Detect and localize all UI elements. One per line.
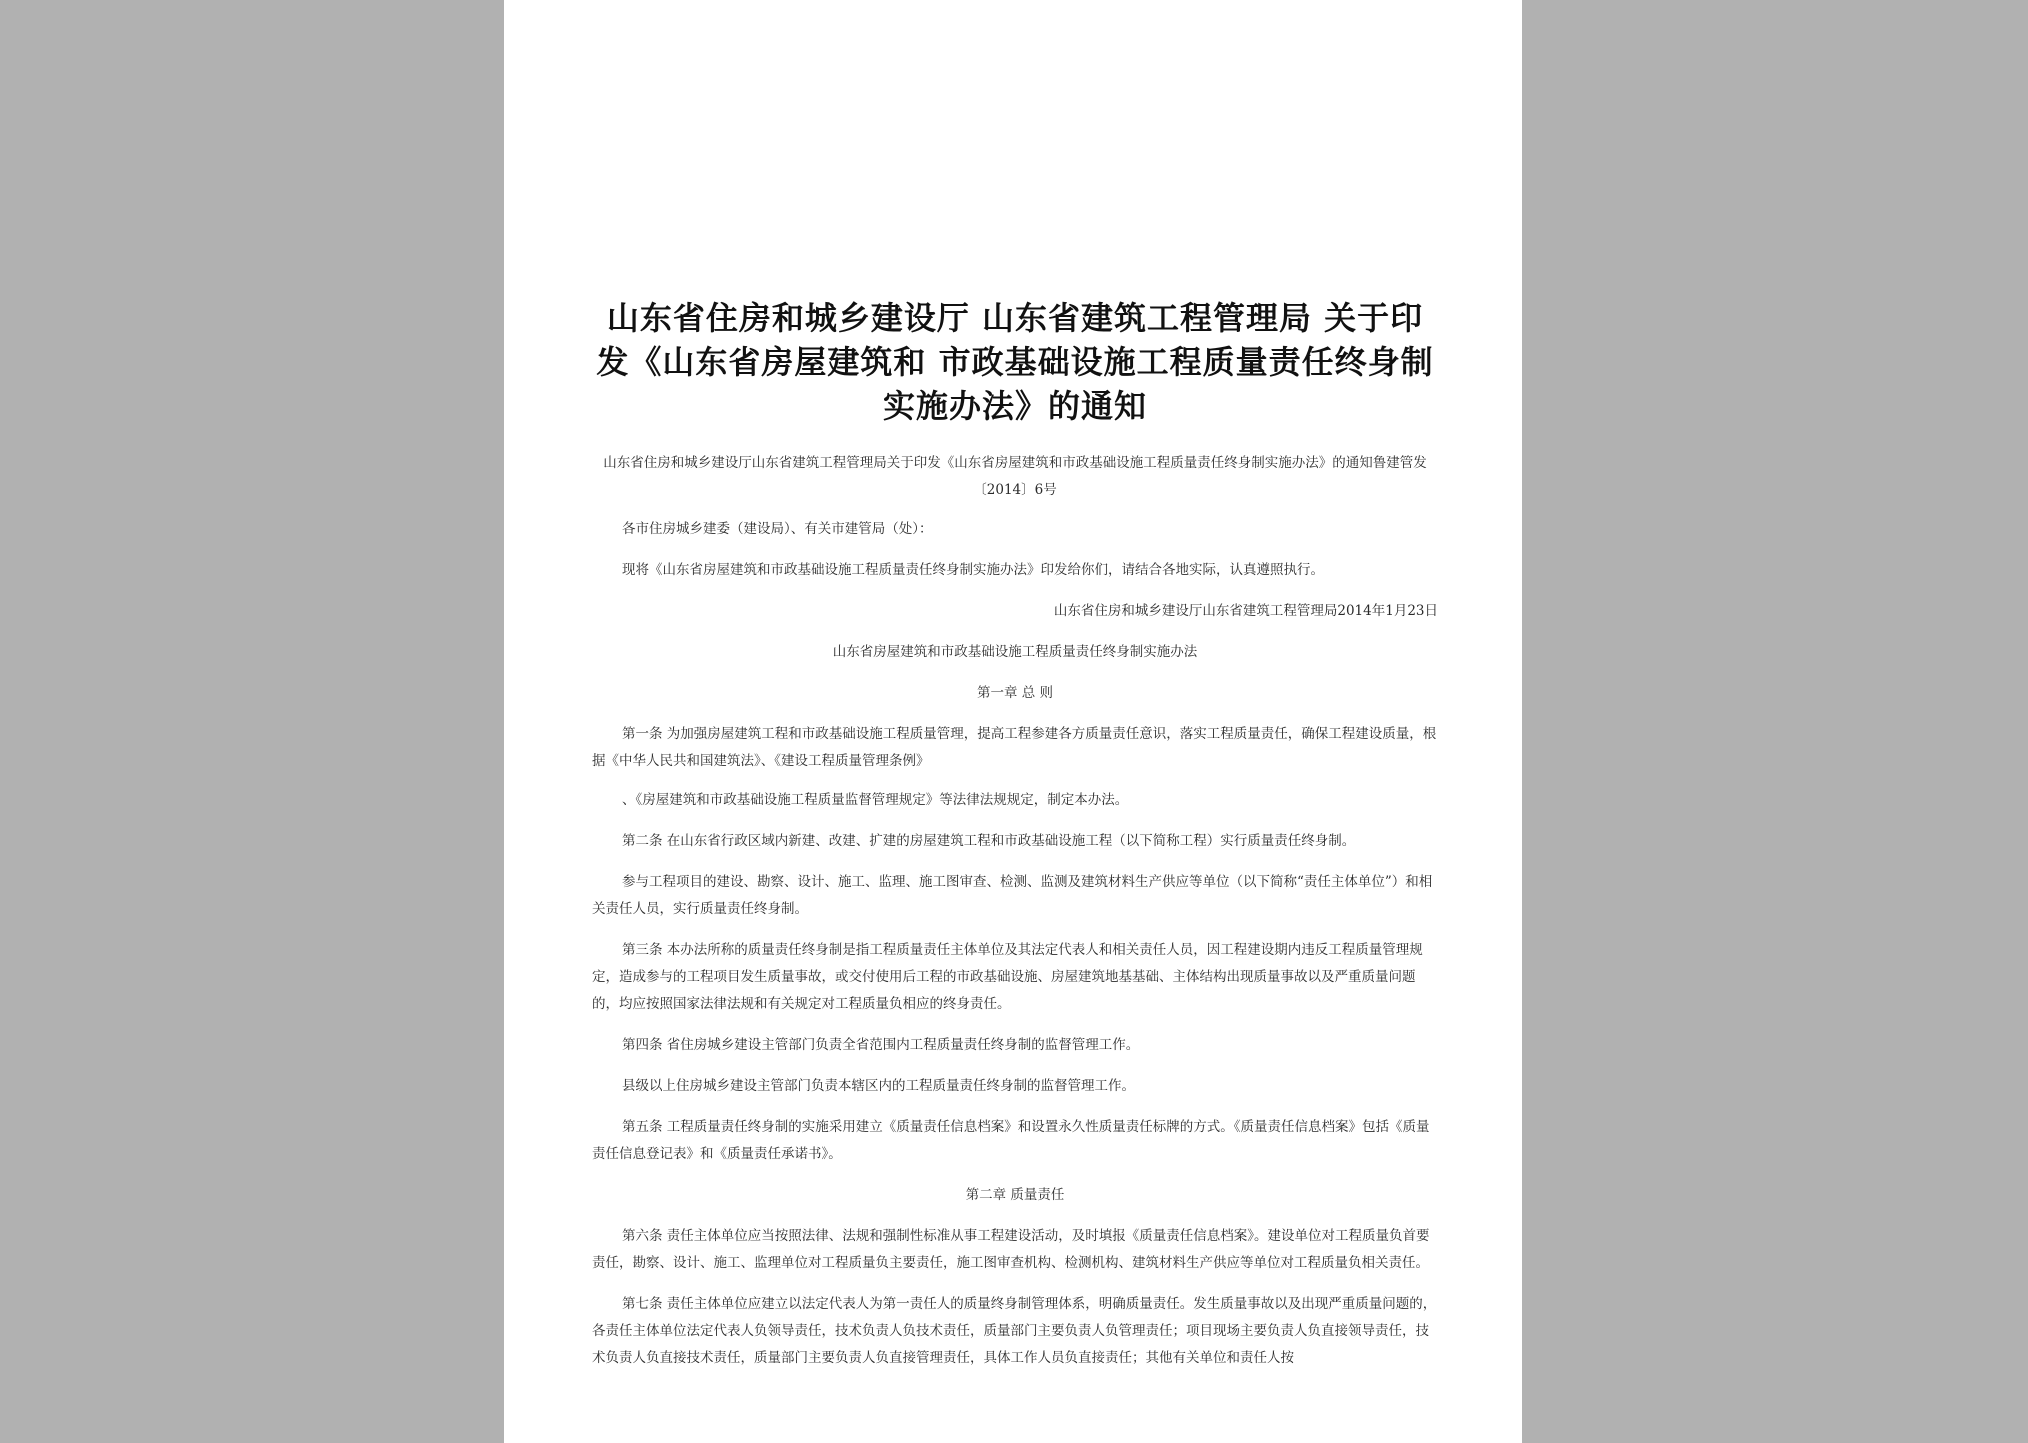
article-5: 第五条 工程质量责任终身制的实施采用建立《质量责任信息档案》和设置永久性质量责任标牌的方式。《质量责任信息档案》包括《质量责任信息登记表》和《质量责任承诺书》。 [592,1119,1430,1162]
article-6: 第六条 责任主体单位应当按照法律、法规和强制性标准从事工程建设活动，及时填报《质量责任信息档案》。建设单位对工程质量负首要责任，勘察、设计、施工、监理单位对工程质量负主要责任，施工图审查机构、检测机构、建筑材料生产供应等单位对工程质量负相关责任。 [592,1228,1430,1271]
document-page [504,0,1522,1443]
intro-paragraph: 现将《山东省房屋建筑和市政基础设施工程质量责任终身制实施办法》印发给你们，请结合各地实际，认真遵照执行。 [622,562,1324,578]
article-4-continued: 县级以上住房城乡建设主管部门负责本辖区内的工程质量责任终身制的监督管理工作。 [622,1078,1135,1094]
document-subtitle: 山东省住房和城乡建设厅山东省建筑工程管理局关于印发《山东省房屋建筑和市政基础设施工程质量责任终身制实施办法》的通知鲁建管发〔2014〕6号 [603,455,1427,498]
article-2-continued: 参与工程项目的建设、勘察、设计、施工、监理、施工图审查、检测、监测及建筑材料生产供应等单位（以下简称“责任主体单位”）和相关责任人员，实行质量责任终身制。 [592,874,1433,917]
page-content [592,296,1438,1386]
article-1-continued: 、《房屋建筑和市政基础设施工程质量监督管理规定》等法律法规规定，制定本办法。 [622,792,1129,808]
chapter-1-heading: 第一章 总 则 [976,685,1054,701]
signature-line: 山东省住房和城乡建设厅山东省建筑工程管理局2014年1月23日 [1053,603,1438,619]
addressee: 各市住房城乡建委（建设局）、有关市建管局（处）： [622,521,933,537]
article-3: 第三条 本办法所称的质量责任终身制是指工程质量责任主体单位及其法定代表人和相关责任人员，因工程建设期内违反工程质量管理规定，造成参与的工程项目发生质量事故，或交付使用后工程的市政基础设施、房屋建筑地基基础、主体结构出现质量事故以及严重质量问题的，均应按照国家法律法规和有关规定对工程质量负相应的终身责任。 [592,942,1423,1012]
document-title: 山东省住房和城乡建设厅 山东省建筑工程管理局 关于印发《山东省房屋建筑和 市政基础设施工程质量责任终身制 实施办法》的通知 [596,299,1434,425]
measures-title: 山东省房屋建筑和市政基础设施工程质量责任终身制实施办法 [832,644,1198,660]
article-2: 第二条 在山东省行政区域内新建、改建、扩建的房屋建筑工程和市政基础设施工程（以下简称工程）实行质量责任终身制。 [622,833,1356,849]
article-1: 第一条 为加强房屋建筑工程和市政基础设施工程质量管理，提高工程参建各方质量责任意识，落实工程质量责任，确保工程建设质量，根据《中华人民共和国建筑法》、《建设工程质量管理条例》 [592,726,1437,769]
article-7: 第七条 责任主体单位应建立以法定代表人为第一责任人的质量终身制管理体系，明确质量责任。发生质量事故以及出现严重质量问题的，各责任主体单位法定代表人负领导责任，技术负责人负技术责任，质量部门主要负责人负管理责任；项目现场主要负责人负直接领导责任，技术负责人负直接技术责任，质量部门主要负责人负直接管理责任，具体工作人员负直接责任；其他有关单位和责任人按 [592,1296,1437,1366]
article-4: 第四条 省住房城乡建设主管部门负责全省范围内工程质量责任终身制的监督管理工作。 [622,1037,1140,1053]
chapter-2-heading: 第二章 质量责任 [965,1187,1065,1203]
